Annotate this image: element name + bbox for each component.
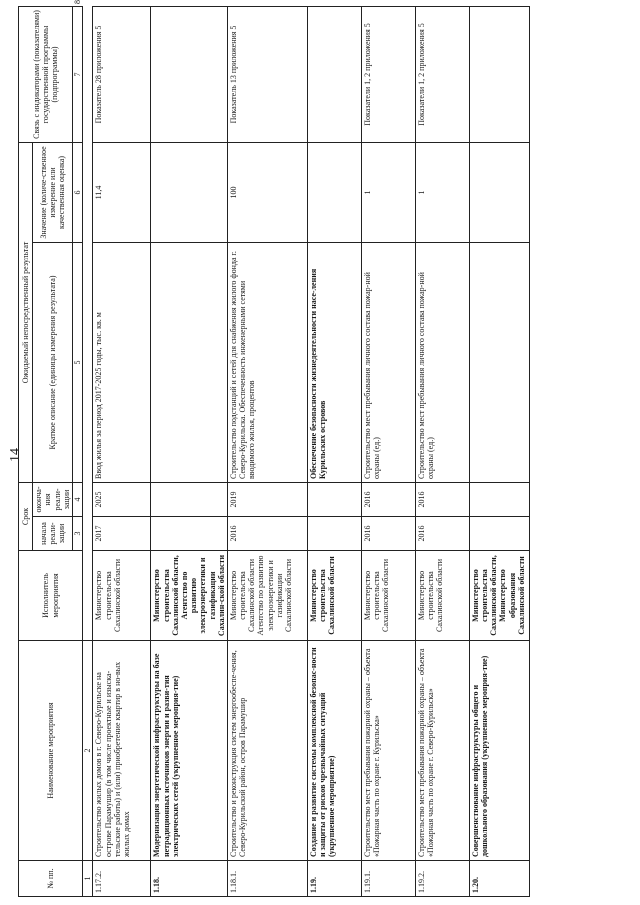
row-link: [469, 6, 529, 142]
row-start: 2016: [361, 517, 415, 551]
header-desc: Краткое описание (единицы измерения результата): [33, 242, 73, 482]
row-link: Показатели 1, 2 приложения 5: [361, 6, 415, 142]
header-value: Значение (количе-ственное измерение или качественная оценка): [33, 142, 73, 242]
row-executor: Министерство строительства Сахалинской области Агентство по развитию электроэнергетики и газификации Сахалинской области: [227, 551, 307, 641]
col-num-1: 1: [83, 861, 93, 897]
row-name: Строительство мест пребывания пожарной охраны – объекта «Пожарная часть по охране г. Северо-Курильска»: [415, 641, 469, 861]
col-num-4: 4: [73, 482, 83, 516]
row-executor: Министерство строительства Сахалинской области, Министерство образования Сахалинской области: [469, 551, 529, 641]
row-desc: [469, 242, 529, 482]
row-executor: Министерство строительства Сахалинской области, Агентство по развитию электроэнергетики и газификации Сахалин-ской области: [151, 551, 228, 641]
table-row: [361, 6, 415, 896]
row-value: [469, 142, 529, 242]
row-desc: Строительство подстанций и сетей для снабжения жилого фонда г. Северо-Курильска. Обеспеченность инженерными сетями вводимого жилья, процентов: [227, 242, 307, 482]
row-no: 1.19.: [307, 861, 361, 897]
row-name: Строительство и реконструкция систем энергообеспе-чения, Северо-Курильский район, остров Парамушир: [227, 641, 307, 861]
row-link: Показатель 28 приложения 5: [93, 6, 151, 142]
header-executor: Исполнитель мероприятия: [19, 551, 83, 641]
row-start: 2016: [227, 517, 307, 551]
row-no: 1.19.2.: [415, 861, 469, 897]
row-end: [307, 482, 361, 516]
col-num-7: 7: [73, 6, 83, 142]
header-no: № пп.: [19, 861, 83, 897]
row-no: 1.19.1.: [361, 861, 415, 897]
row-name: Создание и развитие системы комплексной безопас-ности и защиты от рисков чрезвычайных ситуаций (укрупненное мероприятие): [307, 641, 361, 861]
row-end: [469, 482, 529, 516]
header-result: Ожидаемый непосредственный результат: [19, 142, 33, 482]
table-row: [151, 6, 228, 896]
row-desc: Ввод жилья за период 2017-2025 годы, тыс. кв. м: [93, 242, 151, 482]
row-name: Строительство мест пребывания пожарной охраны – объекта «Пожарная часть по охране г. Курильска»: [361, 641, 415, 861]
row-end: 2016: [361, 482, 415, 516]
row-no: 1.18.: [151, 861, 228, 897]
row-link: [151, 6, 228, 142]
col-num-2: 2: [83, 641, 93, 861]
row-start: 2017: [93, 517, 151, 551]
row-desc: Обеспечение безопасности жизнедеятельности насе-ления Курильских островов: [307, 242, 361, 482]
row-name: Совершенствование инфраструктуры общего и дошкольного образования (укрупненное мероприя-тие): [469, 641, 529, 861]
col-num-3: 3: [73, 517, 83, 551]
table-row: [415, 6, 469, 896]
row-executor: Министерство строительства Сахалинской области: [415, 551, 469, 641]
row-value: [307, 142, 361, 242]
row-end: 2019: [227, 482, 307, 516]
row-start: [151, 517, 228, 551]
col-num-6: 6: [73, 142, 83, 242]
table-row: [307, 6, 361, 896]
row-desc: [151, 242, 228, 482]
row-end: 2016: [415, 482, 469, 516]
row-value: [151, 142, 228, 242]
row-link: Показатель 13 приложения 5: [227, 6, 307, 142]
row-value: 100: [227, 142, 307, 242]
row-start: [307, 517, 361, 551]
header-end: оконча-ния реали-зации: [33, 482, 73, 516]
row-name: Строительство жилых домов в г. Северо-Курильске на острове Парамушир (в том числе проектные и изыска-тельские работы) и (или) приобретение квартир в но-вых жилых домах: [93, 641, 151, 861]
col-num-5: 5: [73, 242, 83, 482]
page-number: 14: [8, 448, 23, 462]
table-row: [469, 6, 529, 896]
row-desc: Строительство мест пребывания личного состава пожар-ной охраны (ед.): [415, 242, 469, 482]
header-link: Связь с индикаторами (показателями) государственной программы (подпрограммы): [19, 6, 73, 142]
row-no: 1.18.1.: [227, 861, 307, 897]
row-link: [307, 6, 361, 142]
table-row: [93, 6, 151, 896]
row-executor: Министерство строительства Сахалинской области: [307, 551, 361, 641]
row-value: 11,4: [93, 142, 151, 242]
row-no: 1.17.2.: [93, 861, 151, 897]
row-name: Модернизация энергетической инфраструктуры на базе нетрадиционных источников энергии и разви-тия электрических сетей (укрупненное мероприя-тие): [151, 641, 228, 861]
row-desc: Строительство мест пребывания личного состава пожар-ной охраны (ед.): [361, 242, 415, 482]
row-executor: Министерство строительства Сахалинской области: [93, 551, 151, 641]
header-start: начала реали-зации: [33, 517, 73, 551]
row-no: 1.20.: [469, 861, 529, 897]
row-value: 1: [415, 142, 469, 242]
header-name: Наименование мероприятия: [19, 641, 83, 861]
row-executor: Министерство строительства Сахалинской области: [361, 551, 415, 641]
table-row: [227, 6, 307, 896]
row-end: 2025: [93, 482, 151, 516]
row-link: Показатели 1, 2 приложения 5: [415, 6, 469, 142]
row-start: 2016: [415, 517, 469, 551]
row-end: [151, 482, 228, 516]
activities-table: № пп. Наименование мероприятия Исполнитель мероприятия Срок Ожидаемый непосредственный результат Связь с индикаторами (показателями) государственной программы (подпрограммы) начала реали-зации оконча-ния реали-зации Краткое описание (единицы измерения результата) Значение (количе-ственное измерение или качественная оценка) 3 4 5 6 7 8 1 2 1.17.2. Строительство жилых домов в г. Северо-Курильске на острове Парамушир (в том числе проектные и изыска-тельские работы) и (или) приобретение квартир в но-вых жилых домах Министерство строительства Сахалинской области 2017 2025 Ввод жилья за период 2017-2025 годы, тыс. кв. м 11,4 Показатель 28 приложения 5 1.18. Модернизация энергетической инфраструктуры на базе нетрадиционных источников энергии и разви-тия электрических сетей (укрупненное мероприя-тие) Министерство строительства Сахалинской области, Агентство по развитию электроэнергетики и газификации Сахалин-ской области 1.18.1. Строительство и реконструкция систем энергообеспе-чения, Северо-Курильский район, остров Парамушир Министерство строительства Сахалинской области Агентство по развитию электроэнергетики и газификации Сахалинской области 2016 2019 Строительство подстанций и сетей для снабжения жилого фонда г. Северо-Курильска. Обеспеченность инженерными сетями вводимого жилья, процентов 100 Показатель 13 приложения 5 1.19. Создание и развитие системы комплексной безопас-ности и защиты от рисков чрезвычайных ситуаций (укрупненное мероприятие) Министерство строительства Сахалинской области Обеспечение безопасности жизнедеятельности насе-ления Курильских островов 1.19.1. Строительство мест пребывания пожарной охраны – объекта «Пожарная часть по охране г. Курильска» Министерство строительства Сахалинской области 2016 2016 Строительство мест пребывания личного состава пожар-ной охраны (ед.) 1 Показатели 1, 2 приложения 5 1.19.2. Строительство мест пребывания пожарной охраны – объекта «Пожарная часть по охране г. Северо-Курильска» Министерство строительства Сахалинской области 2016 2016 Строительство мест пребывания личного состава пожар-ной охраны (ед.) 1 Показатели 1, 2 приложения 5 1.20. Совершенствование инфраструктуры общего и дошкольного образования (укрупненное мероприя-тие) Министерство строительства Сахалинской области, Министерство образования Сахалинской области: [18, 6, 530, 897]
header-term: Срок: [19, 482, 33, 550]
row-start: [469, 517, 529, 551]
row-value: 1: [361, 142, 415, 242]
